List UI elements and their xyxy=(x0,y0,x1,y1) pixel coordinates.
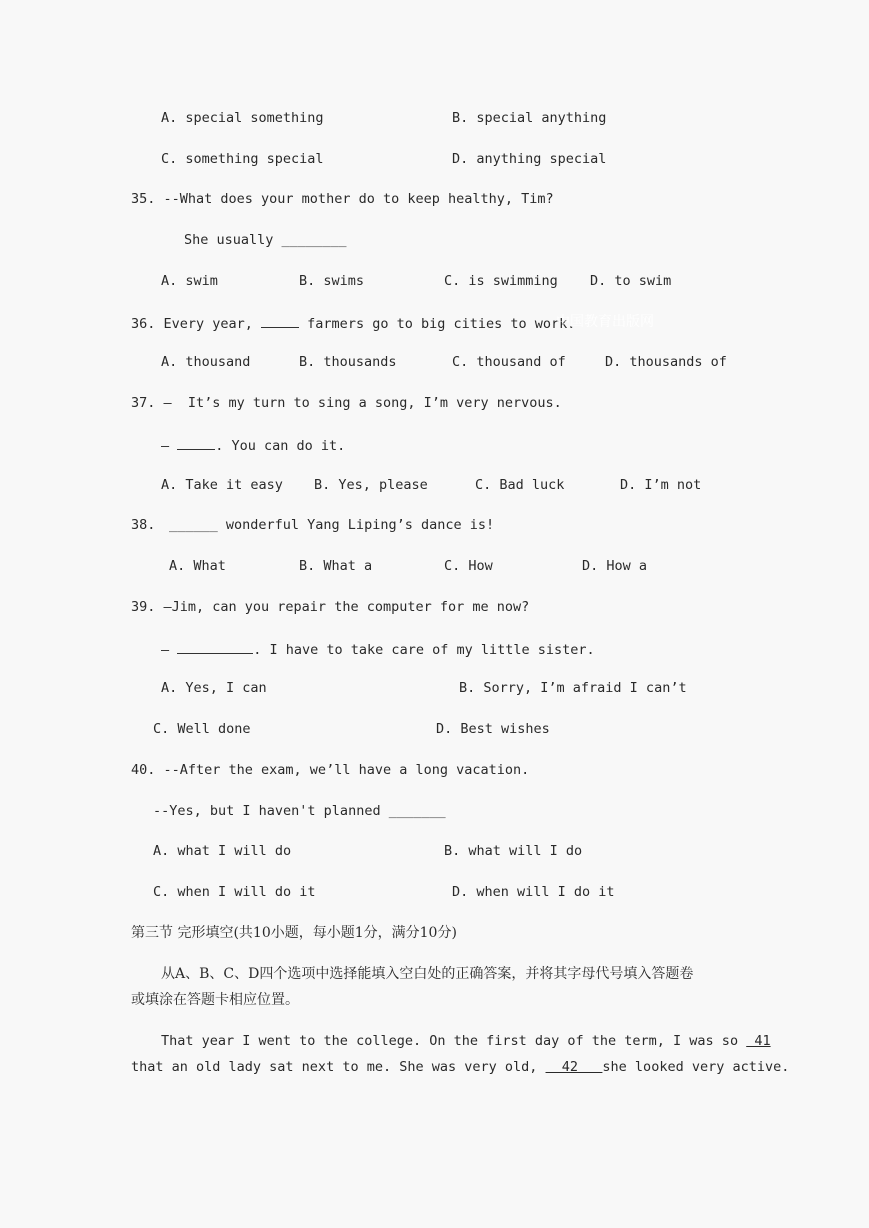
q37-blank xyxy=(177,435,215,450)
q35-option-d: D. to swim xyxy=(590,273,672,289)
q39-blank xyxy=(177,639,253,654)
q34-option-c: C. something special xyxy=(161,151,324,167)
q39-stem: 39. —Jim, can you repair the computer for me now? xyxy=(131,599,530,615)
watermark-text: 中国教育出版网 xyxy=(556,314,654,330)
q40-option-b: B. what will I do xyxy=(444,843,583,859)
passage-line1 xyxy=(161,1032,771,1050)
q39-option-c: C. Well done xyxy=(153,721,251,737)
q35-answer-line: She usually ________ xyxy=(184,232,347,248)
q40-option-c: C. when I will do it xyxy=(153,884,316,900)
section3-title: 第三节 完形填空(共10小题，每小题1分，满分10分) xyxy=(131,925,457,941)
q36-stem xyxy=(131,313,575,333)
passage-line2-tail: she looked very active. xyxy=(602,1059,790,1075)
q35-option-c: C. is swimming xyxy=(444,273,558,289)
q40-option-a: A. what I will do xyxy=(153,843,292,859)
q37-option-b: B. Yes, please xyxy=(314,477,428,493)
q35-option-a: A. swim xyxy=(161,273,218,289)
q39-reply-post: . I have to take care of my little sister. xyxy=(253,642,595,658)
q38-stem: ______ wonderful Yang Liping’s dance is! xyxy=(169,517,495,533)
q36-stem-pre: 36. Every year, xyxy=(131,316,262,332)
q38-number: 38. xyxy=(131,517,156,533)
q40-reply: --Yes, but I haven't planned _______ xyxy=(153,803,446,819)
q37-stem: 37. — It’s my turn to sing a song, I’m very nervous. xyxy=(131,395,562,411)
blank-42: 42 xyxy=(545,1059,603,1075)
q37-reply-post: . You can do it. xyxy=(215,438,346,454)
q39-reply-pre: — xyxy=(161,642,178,658)
q36-option-b: B. thousands xyxy=(299,354,397,370)
q38-option-c: C. How xyxy=(444,558,493,574)
q36-option-a: A. thousand xyxy=(161,354,251,370)
q36-stem-post: farmers go to big cities to work. xyxy=(299,316,576,332)
q34-option-d: D. anything special xyxy=(452,151,607,167)
q39-option-b: B. Sorry, I’m afraid I can’t xyxy=(459,680,687,696)
passage-line2 xyxy=(131,1058,789,1076)
q37-option-c: C. Bad luck xyxy=(475,477,565,493)
q34-option-a: A. special something xyxy=(161,110,324,126)
q40-option-d: D. when will I do it xyxy=(452,884,615,900)
q35-stem: 35. --What does your mother do to keep healthy, Tim? xyxy=(131,191,554,207)
q38-option-a: A. What xyxy=(169,558,226,574)
q35-option-b: B. swims xyxy=(299,273,365,289)
q36-option-c: C. thousand of xyxy=(452,354,566,370)
q37-reply xyxy=(161,435,345,455)
q40-stem: 40. --After the exam, we’ll have a long vacation. xyxy=(131,762,530,778)
section3-instruction-line2: 或填涂在答题卡相应位置。 xyxy=(131,992,299,1008)
q36-blank xyxy=(261,313,299,328)
q37-option-a: A. Take it easy xyxy=(161,477,283,493)
q39-option-a: A. Yes, I can xyxy=(161,680,267,696)
q38-option-d: D. How a xyxy=(582,558,648,574)
q39-reply xyxy=(161,639,595,659)
blank-41: 41 xyxy=(746,1033,771,1049)
q36-option-d: D. thousands of xyxy=(605,354,727,370)
q34-option-b: B. special anything xyxy=(452,110,607,126)
q39-option-d: D. Best wishes xyxy=(436,721,550,737)
passage-line1-text: That year I went to the college. On the first day of the term, I was so xyxy=(161,1033,747,1049)
section3-instruction-line1: 从A、B、C、D四个选项中选择能填入空白处的正确答案，并将其字母代号填入答题卷 xyxy=(161,966,694,982)
q38-option-b: B. What a xyxy=(299,558,373,574)
passage-line2-text: that an old lady sat next to me. She was very old, xyxy=(131,1059,546,1075)
q37-reply-pre: — xyxy=(161,438,178,454)
q37-option-d: D. I’m not xyxy=(620,477,702,493)
